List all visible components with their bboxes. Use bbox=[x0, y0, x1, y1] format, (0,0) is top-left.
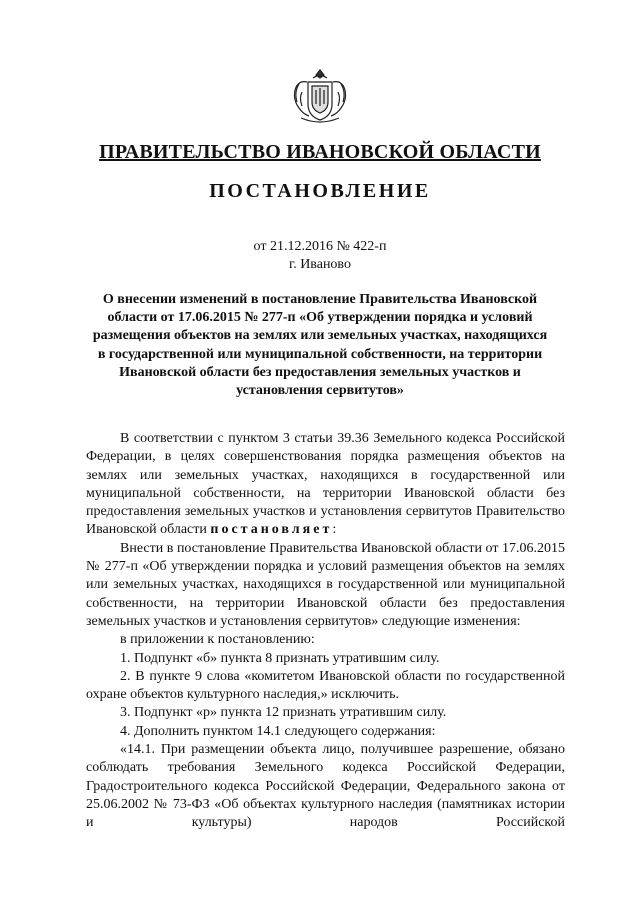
paragraph-annex: в приложении к постановлению: bbox=[120, 632, 315, 648]
item-2: 2. В пункте 9 слова «комитетом Ивановской области по государственной охране объектов культурного наследия,» исключить. bbox=[86, 668, 565, 703]
resolves-colon: : bbox=[332, 522, 337, 538]
document-body bbox=[86, 430, 565, 833]
paragraph-preamble bbox=[86, 430, 565, 540]
document-title: О внесении изменений в постановление Правительства Ивановской области от 17.06.2015 № 277-п «Об утверждении порядка и условий размещения объектов на землях или земельных участках, находящихся в государственной или муниципальной собственности, на территории Ивановской области без предоставления земельных участков и установления сервитутов» bbox=[92, 292, 548, 399]
resolves-word: постановляет bbox=[210, 522, 333, 538]
item-14-1: «14.1. При размещении объекта лицо, получившее разрешение, обязано соблюдать требования Земельного кодекса Российской Федерации, Градостроительного кодекса Российской Федерации, Федерального закона от 25.06.2002 № 73-ФЗ «Об объектах культурного наследия (памятниках истории и культуры) народов Российской bbox=[86, 742, 565, 831]
city: г. Иваново bbox=[289, 257, 351, 272]
date-block bbox=[0, 238, 640, 274]
document-type-heading: ПОСТАНОВЛЕНИЕ bbox=[209, 180, 431, 202]
item-1: 1. Подпункт «б» пункта 8 признать утратившим силу. bbox=[120, 650, 440, 666]
organization-heading: ПРАВИТЕЛЬСТВО ИВАНОВСКОЙ ОБЛАСТИ bbox=[99, 141, 541, 163]
item-4: 4. Дополнить пунктом 14.1 следующего содержания: bbox=[120, 723, 436, 739]
coat-of-arms-icon bbox=[291, 68, 349, 124]
preamble-text: В соответствии с пунктом 3 статьи 39.36 Земельного кодекса Российской Федерации, в целях совершенствования порядка размещения объектов на землях или земельных участках, находящихся в государственной или муниципальной собственности, на территории Ивановской области без предоставления земельных участков и установления сервитутов Правительство Ивановской области bbox=[86, 431, 565, 538]
paragraph-amend: Внести в постановление Правительства Ивановской области от 17.06.2015 № 277-п «Об утверждении порядка и условий размещения объектов на землях или земельных участках, находящихся в государственной или муниципальной собственности, на территории Ивановской области без предоставления земельных участков и установления сервитутов» следующие изменения: bbox=[86, 540, 565, 629]
item-3: 3. Подпункт «р» пункта 12 признать утратившим силу. bbox=[120, 705, 447, 721]
date-number: от 21.12.2016 № 422-п bbox=[253, 239, 387, 254]
